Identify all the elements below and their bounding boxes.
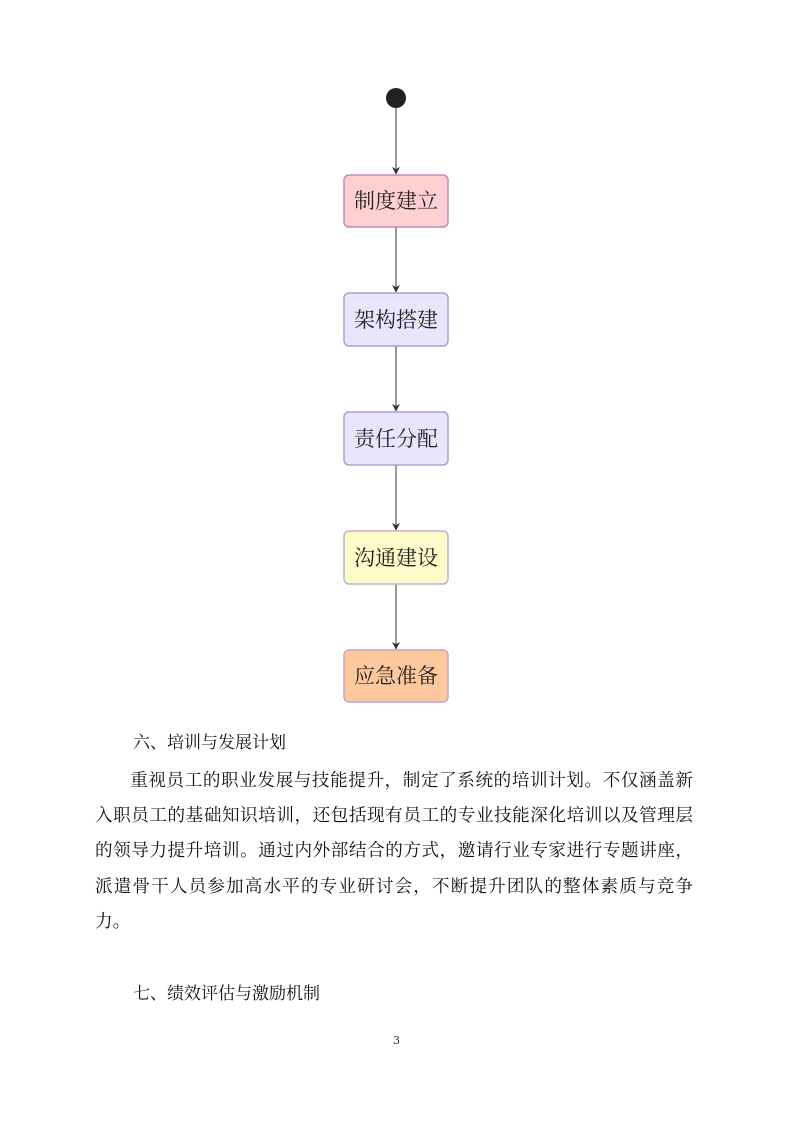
flow-node [344, 293, 448, 346]
flow-node [344, 412, 448, 465]
flow-node-label: 责任分配 [354, 427, 438, 451]
body-paragraph: 重视员工的职业发展与技能提升，制定了系统的培训计划。不仅涵盖新入职员工的基础知识培训，还包括现有员工的专业技能深化培训以及管理层的领导力提升培训。通过内外部结合的方式，邀请行业专家进行专题讲座，派遣骨干人员参加高水平的专业研讨会，不断提升团队的整体素质与竞争力。 [95, 771, 693, 932]
flow-node-label: 应急准备 [354, 664, 438, 688]
flow-node-label: 架构搭建 [354, 308, 438, 332]
flow-node [344, 175, 448, 227]
flow-node-label: 制度建立 [354, 189, 438, 213]
page-number: 3 [393, 1034, 400, 1047]
section-heading-training: 六、培训与发展计划 [133, 733, 286, 753]
flow-node [344, 531, 448, 584]
flow-node-label: 沟通建设 [354, 546, 438, 570]
flow-start-node [386, 88, 406, 108]
flow-node [344, 650, 448, 702]
section-heading-performance: 七、绩效评估与激励机制 [133, 984, 320, 1004]
